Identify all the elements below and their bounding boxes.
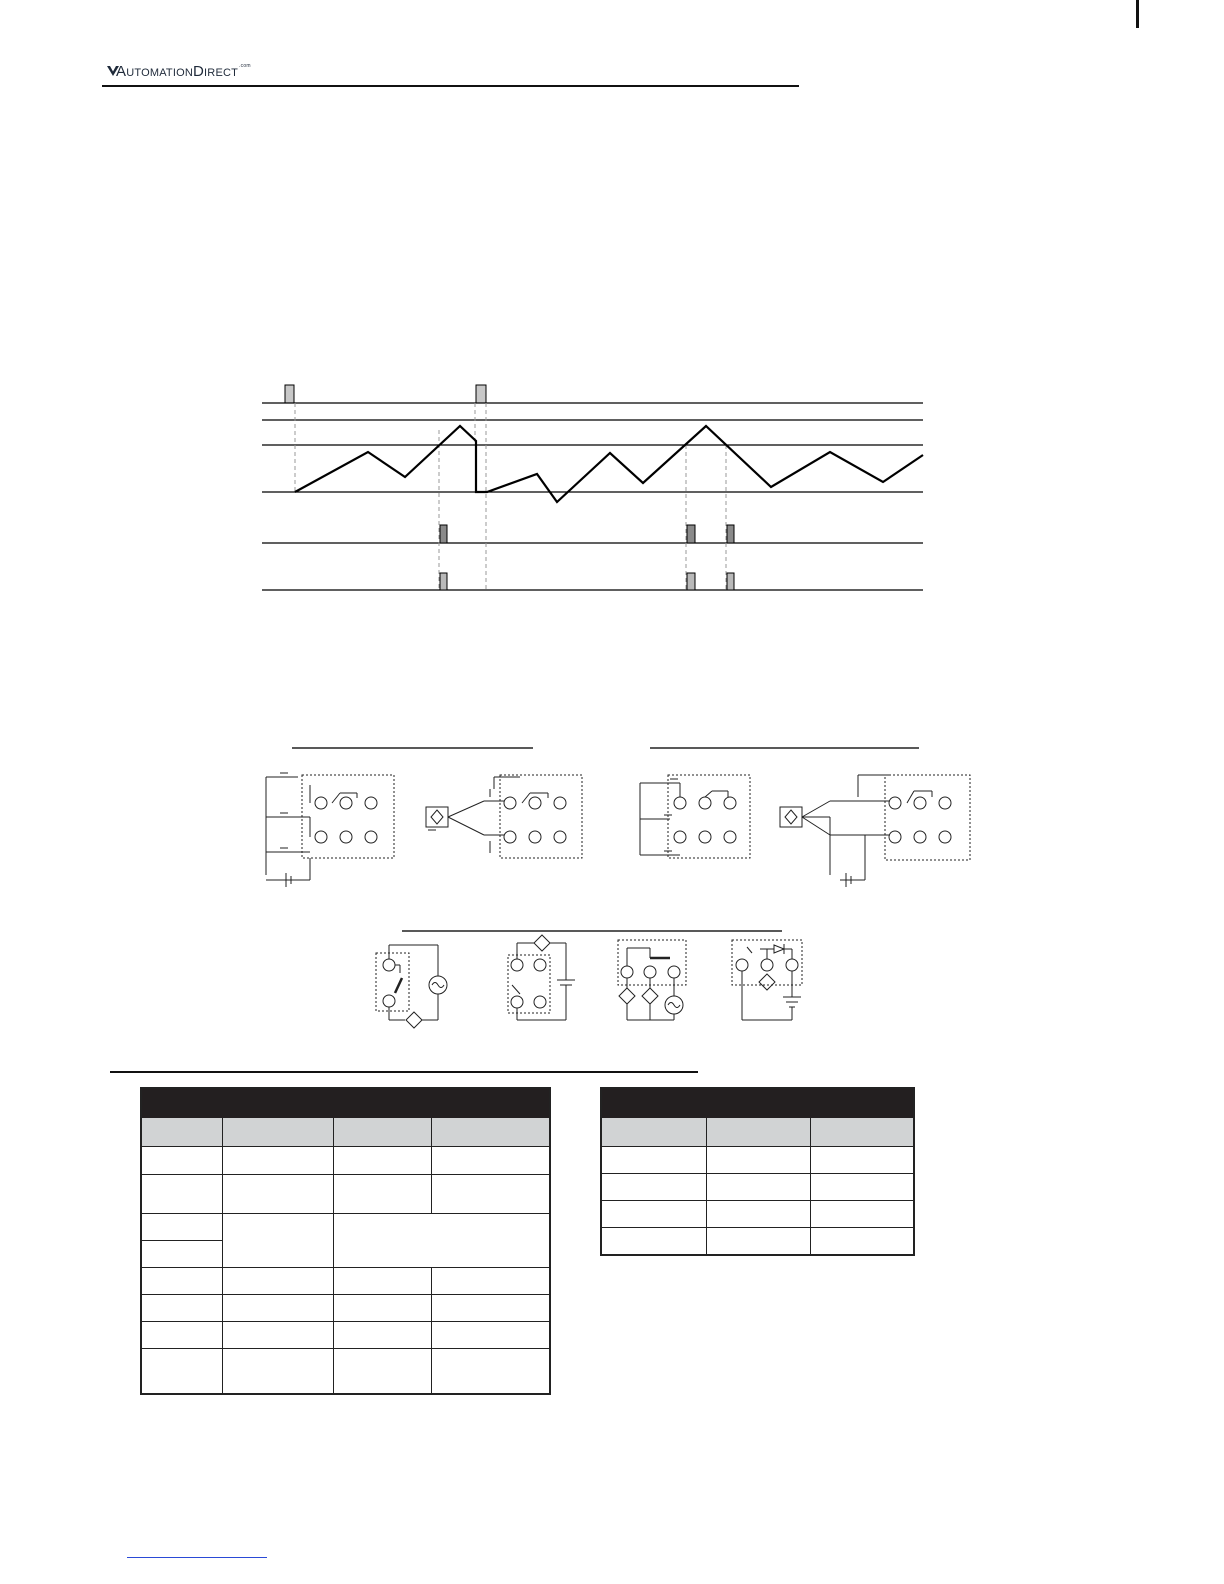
brand-logo	[107, 63, 251, 80]
table-cell	[333, 1214, 550, 1268]
table-row	[141, 1322, 550, 1349]
table-cell	[431, 1322, 550, 1349]
table-cell	[222, 1175, 333, 1214]
timing-pulses-bottom	[440, 525, 734, 590]
section-rule	[110, 1071, 698, 1073]
pulse-mid-3	[727, 525, 734, 543]
table-cell	[141, 1322, 222, 1349]
table-cell	[141, 1214, 222, 1241]
table-cell	[333, 1349, 431, 1395]
wiring-diagram-dc-1	[508, 935, 575, 1020]
wiring-diagram-sensor-2	[780, 775, 970, 887]
table-left-col-3	[333, 1118, 431, 1147]
table-cell	[706, 1174, 810, 1201]
header-rule	[102, 85, 799, 87]
spec-table-left	[140, 1087, 551, 1395]
table-cell	[333, 1295, 431, 1322]
table-row	[601, 1228, 914, 1256]
table-cell	[141, 1147, 222, 1175]
table-cell	[431, 1147, 550, 1175]
table-cell	[810, 1201, 914, 1228]
table-cell	[810, 1147, 914, 1174]
table-cell	[141, 1349, 222, 1395]
table-row	[141, 1175, 550, 1214]
pulse-low-3	[727, 573, 734, 590]
table-row	[141, 1295, 550, 1322]
brand-second-first-letter: D	[193, 63, 205, 80]
wiring-diagram-contacts-1	[266, 773, 394, 887]
wiring-diagrams	[250, 735, 980, 1035]
table-cell	[333, 1147, 431, 1175]
pulse-low-1	[440, 573, 447, 590]
table-cell	[141, 1268, 222, 1295]
spec-table-right	[600, 1087, 915, 1256]
brand-suffix: .com	[239, 63, 251, 69]
count-waveform	[295, 426, 923, 502]
pulse-top-1	[285, 385, 294, 403]
table-right-col-2	[706, 1118, 810, 1147]
timing-guides	[295, 403, 726, 590]
table-cell	[333, 1268, 431, 1295]
table-cell	[222, 1268, 333, 1295]
table-cell	[222, 1147, 333, 1175]
wiring-diagram-dc-2	[732, 940, 802, 1020]
brand-second-rest: IRECT	[204, 67, 239, 79]
pulse-mid-2	[687, 525, 695, 543]
timing-diagram	[255, 375, 930, 600]
wiring-diagram-sensor-1	[426, 775, 582, 858]
pulse-top-2	[476, 385, 486, 403]
table-cell	[601, 1174, 706, 1201]
table-row	[141, 1268, 550, 1295]
table-left-col-4	[431, 1118, 550, 1147]
table-cell	[431, 1268, 550, 1295]
timing-pulses-top	[285, 385, 486, 403]
table-right-col-1	[601, 1118, 706, 1147]
table-cell	[141, 1241, 222, 1268]
table-cell	[706, 1147, 810, 1174]
brand-first-letter: A	[116, 63, 127, 80]
footer-link[interactable]	[127, 1557, 267, 1558]
table-cell	[601, 1228, 706, 1256]
table-cell	[333, 1322, 431, 1349]
table-cell	[222, 1214, 333, 1268]
table-row	[601, 1201, 914, 1228]
pulse-low-2	[687, 573, 695, 590]
table-row	[141, 1214, 550, 1241]
table-row	[141, 1147, 550, 1175]
wiring-diagram-ac-2	[618, 940, 686, 1020]
table-cell	[706, 1201, 810, 1228]
table-cell	[810, 1228, 914, 1256]
table-cell	[810, 1174, 914, 1201]
brand-rest: UTOMATION	[126, 67, 193, 79]
table-row	[601, 1174, 914, 1201]
table-cell	[222, 1295, 333, 1322]
table-right-col-3	[810, 1118, 914, 1147]
table-left-col-1	[141, 1118, 222, 1147]
table-cell	[706, 1228, 810, 1256]
table-cell	[222, 1349, 333, 1395]
table-cell	[601, 1201, 706, 1228]
table-cell	[601, 1147, 706, 1174]
table-left-col-2	[222, 1118, 333, 1147]
table-cell	[141, 1295, 222, 1322]
table-cell	[431, 1175, 550, 1214]
page-edge-mark	[1136, 0, 1139, 28]
wiring-diagram-ac-1	[376, 945, 447, 1028]
timing-rails	[262, 403, 923, 590]
table-cell	[222, 1322, 333, 1349]
table-cell	[141, 1175, 222, 1214]
table-cell	[333, 1175, 431, 1214]
table-right-header	[601, 1088, 914, 1118]
table-left-header	[141, 1088, 550, 1118]
wiring-diagram-contacts-2	[640, 775, 750, 858]
table-cell	[431, 1295, 550, 1322]
table-row	[141, 1349, 550, 1395]
pulse-mid-1	[440, 525, 447, 543]
table-cell	[431, 1349, 550, 1395]
table-row	[601, 1147, 914, 1174]
